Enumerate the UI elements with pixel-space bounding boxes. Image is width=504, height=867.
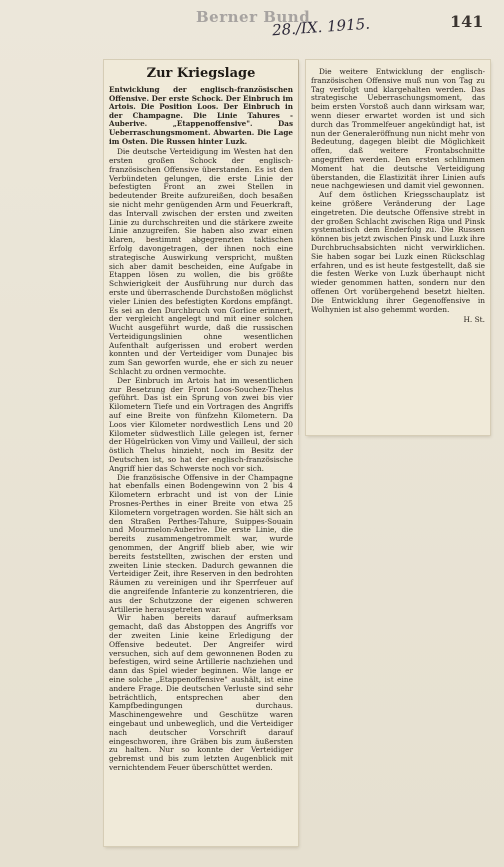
article-paragraph: Der Einbruch im Artois hat im wesentlichen zur Besetzung der Front Loos-Souchez-Thelus geführt. Das ist ein Sprung von zwei bis vier Kilometern Tiefe und ein Vortragen des Angriffs auf eine Breite von fünfzehn Kilometern. Da Loos vier Kilometer nordwestlich Lens und 20 Kilometer südwestlich Lille gelegen ist, ferner der Hügelrücken von Vimy und Vailleul, der sich östlich Thelus hinzieht, noch im Besitz der Deutschen ist, so hat der englisch-französische Angriff hier das Schwerste noch vor sich. <box>109 375 293 473</box>
source-stamp: Berner Bund <box>196 8 311 26</box>
author-signature: H. St. <box>463 315 485 325</box>
article-paragraph: Wir haben bereits darauf aufmerksam gemacht, daß das Abstoppen des Angriffs vor der zweiten Linie keine Erledigung der Offensive bedeutet. Der Angreifer wird versuchen, sich auf dem gewonnenen Boden zu befestigen, wird seine Artillerie nachziehen und dann das Spiel wieder beginnen. Wie lange er eine solche „Etappenoffensive" aushält, ist eine andere Frage. Die deutschen Verluste sind sehr beträchtlich, entsprechen aber den Kampfbedingungen durchaus. Maschinengewehre und Geschütze waren eingebaut und unbeweglich, und die Verteidiger nach deutscher Vorschrift darauf eingeschworen, ihre Gräben bis zum äußersten zu halten. Nur so konnte der Verteidiger gebremst und bis zum letzten Augenblick mit vernichtendem Feuer überschüttet werden. <box>109 613 293 772</box>
clipping-left-column <box>104 60 298 846</box>
article-paragraph: Die deutsche Verteidigung im Westen hat den ersten großen Schock der englisch-französischen Offensive überstanden. Es ist den Verbündeten gelungen, die erste Linie der befestigten Front an zwei Stellen in bedeutender Breite aufzureißen, doch besaßen sie nicht mehr genügenden Arm und Feuerkraft, das Intervall zwischen der ersten und zweiten Linie zu durchschreiten und die stärkere zweite Linie anzugreifen. Sie haben also zwar einen klaren, bestimmt abgegrenzten taktischen Erfolg davongetragen, der ihnen noch eine strategische Auswirkung verspricht, mußten sich aber damit bescheiden, eine Aufgabe in Etappen lösen zu wollen, die bis größte Schwierigkeit der Ausführung nur durch das erste und überraschende Durchstoßen möglichst vieler Linien des befestigten Kordons empfängt. Es sei an den Durchbruch von Gorlice erinnert, der vergleicht angelegt und mit einer solchen Wucht ausgeführt wurde, daß die russischen Verteidigungslinien ohne wesentlichen Aufenthalt aufgerissen und erobert werden konnten und der Verteidiger vom Dunajec bis zum San geworfen wurde, ehe er sich zu neuer Schlacht zu ordnen vermochte. <box>109 147 293 377</box>
article-lead: Entwicklung der englisch-französischen Offensive. Der erste Schock. Der Einbruch im Artois. Die Position Loos. Der Einbruch in der Champagne. Die Linie Tahures - Auberive. „Etappenoffensive". Das Ueberraschungsmoment. Abwarten. Die Lage im Osten. Die Russen hinter Luzk. <box>109 85 293 146</box>
clipping-right-column <box>306 60 490 435</box>
article-paragraph: Die französische Offensive in der Champagne hat ebenfalls einen Bodengewinn von 2 bis 4 Kilometern erbracht und ist von der Linie Prosnes-Perthes in einer Breite von etwa 25 Kilometern vorgetragen worden. Sie hält sich an den Straßen Perthes-Tahure, Suippes-Souain und Mourmelon-Auberive. Die erste Linie, die bereits zusammengetrommelt war, wurde genommen, der Angriff blieb aber, wie wir bereits feststellten, zwischen der ersten und zweiten Linie stecken. Dadurch gewannen die Verteidiger Zeit, ihre Reserven in den bedrohten Räumen zu vereinigen und ihr Sperrfeuer auf die angreifende Infanterie zu konzentrieren, die aus der Schutzzone der eigenen schweren Artillerie herausgetreten war. <box>109 472 293 614</box>
page-number: 141 <box>450 12 484 31</box>
article-headline: Zur Kriegslage <box>146 66 256 81</box>
column-divider <box>298 60 299 435</box>
article-paragraph: Auf dem östlichen Kriegsschauplatz ist keine größere Veränderung der Lage eingetreten. Die deutsche Offensive strebt in der großen Schlacht zwischen Riga und Pinsk systematisch dem Enderfolg zu. Die Russen können bis jetzt zwischen Pinsk und Luzk ihre Durchbruchsabsichten nicht verwirklichen. Sie haben sogar bei Luzk einen Rückschlag erfahren, und es ist heute festgestellt, daß sie die festen Werke von Luzk überhaupt nicht wieder genommen hatten, sondern nur den offenen Ort vorübergehend besetzt hielten. Die Entwicklung ihrer Gegenoffensive in Wolhynien ist also gehemmt worden. <box>311 190 485 314</box>
article-paragraph: Die weitere Entwicklung der englisch-französischen Offensive muß nun von Tag zu Tag verfolgt und klargehalten werden. Das strategische Ueberraschungsmoment, das beim ersten Vorstoß auch dann wirksam war, wenn dieser erwartet worden ist und sich durch das Trommelfeuer angekündigt hat, ist nun der Generaleröffnung nun nicht mehr von Bedeutung, dagegen bleibt die Möglichkeit offen, daß weitere Frontabschnitte angegriffen werden. Den ersten schlimmen Moment hat die deutsche Verteidigung überstanden, die Elastizität ihrer Linien aufs neue nachgewiesen und damit viel gewonnen. <box>311 67 485 191</box>
handwritten-date: 28./IX. 1915. <box>271 14 371 40</box>
